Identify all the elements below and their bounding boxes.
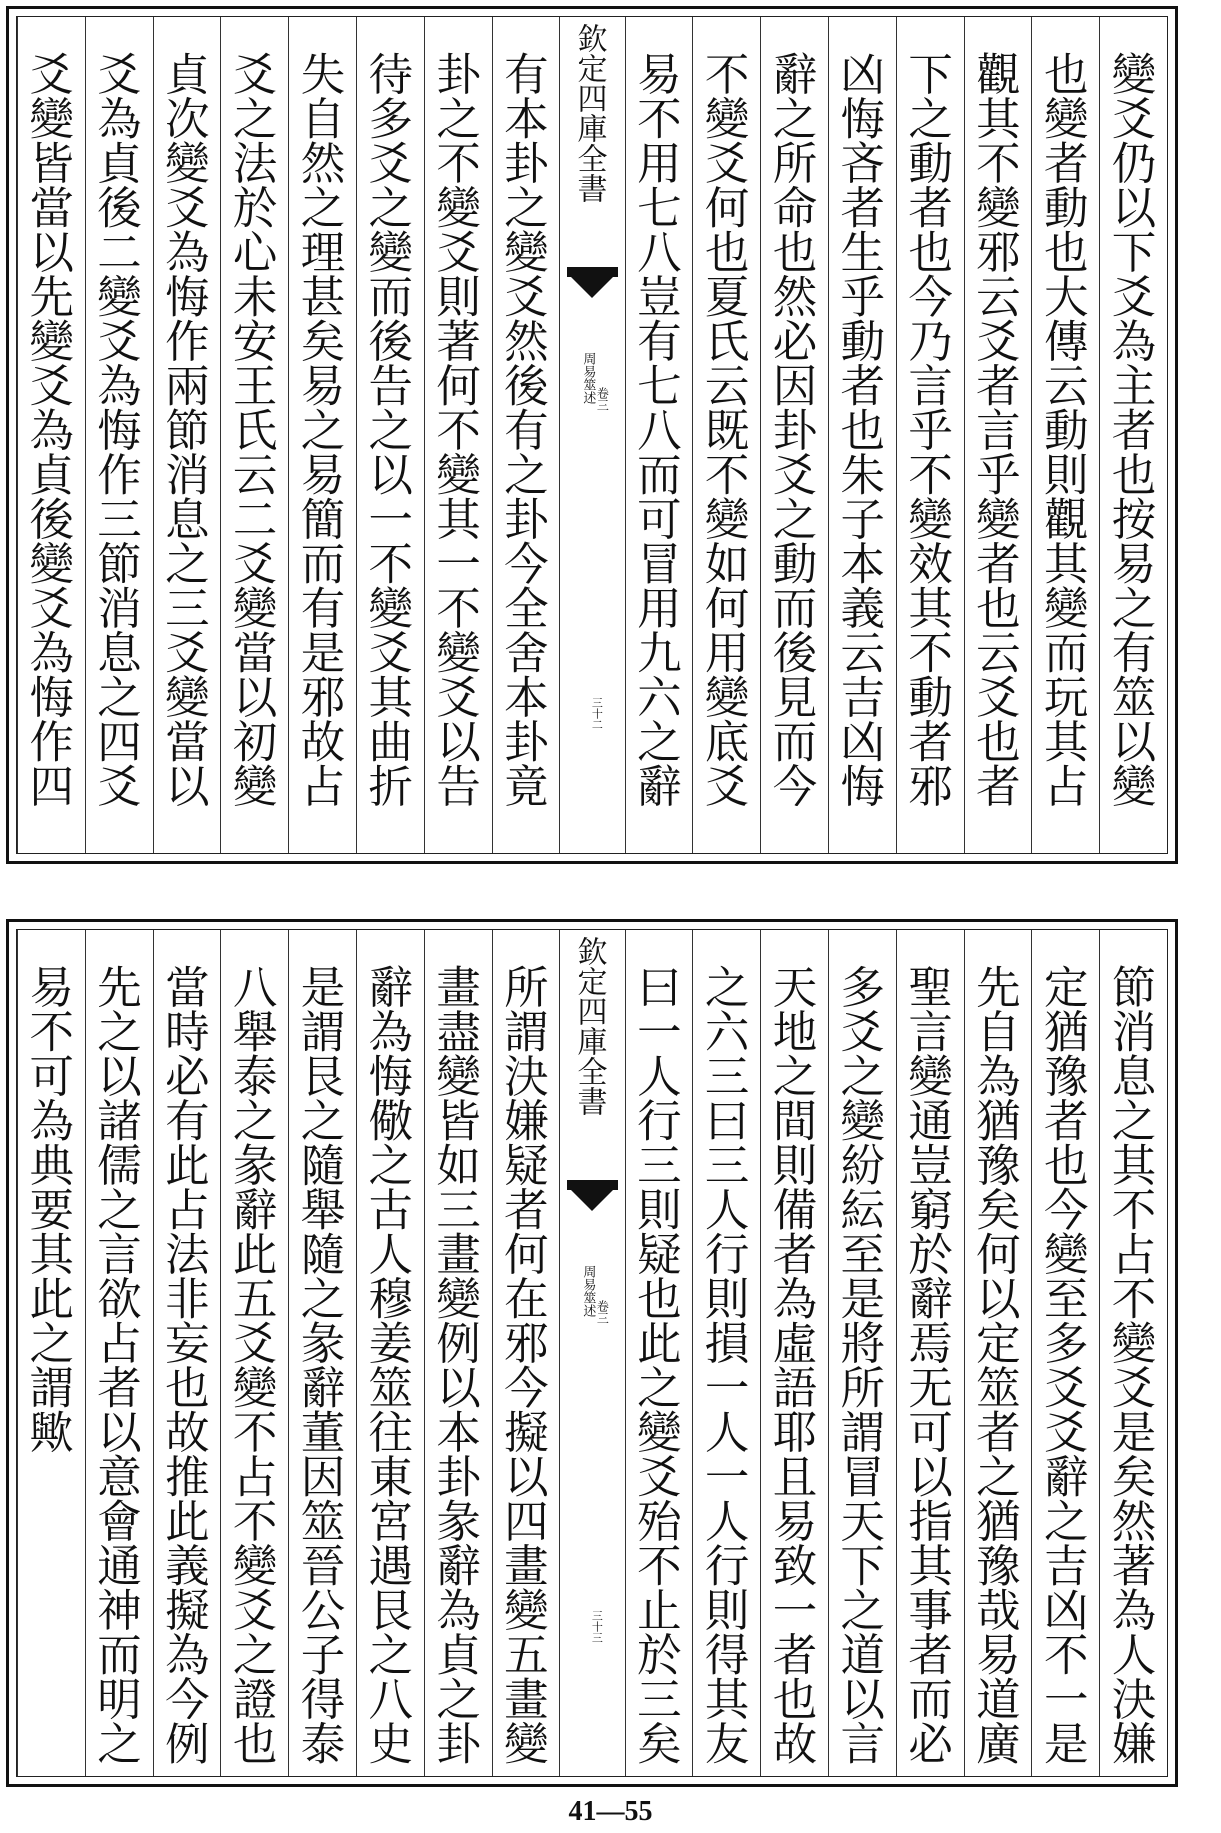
text-column [424, 930, 492, 1776]
column-text: 卦之不變爻則著何不變其一不變爻以告 [428, 51, 480, 808]
text-column [896, 930, 964, 1776]
fold-page-number: 三十二 [590, 697, 604, 730]
column-text: 觀其不變邪云爻者言乎變者也云爻也者 [968, 51, 1020, 808]
column-text: 多爻之變紛紜至是將所謂冒天下之道以言 [832, 964, 884, 1765]
text-column [964, 930, 1032, 1776]
text-column [288, 930, 356, 1776]
text-column [964, 17, 1032, 853]
fold-book-title: 周易筮述 [580, 1265, 596, 1317]
top-leaf [6, 6, 1178, 864]
column-text: 也變者動也大傳云動則觀其變而玩其占 [1036, 51, 1088, 808]
text-column [153, 930, 221, 1776]
column-text: 節消息之其不占不變爻是矣然著為人決嫌 [1104, 964, 1155, 1765]
text-column [492, 930, 560, 1776]
column-text: 易不可為典要其此之謂歟 [21, 964, 73, 1454]
column-text: 變爻仍以下爻為主者也按易之有筮以變 [1104, 51, 1155, 808]
column-text: 不變爻何也夏氏云既不變如何用變底爻 [697, 51, 749, 808]
column-text: 辭為悔儆之古人穆姜筮往東宮遇艮之八史 [360, 964, 412, 1765]
text-column [625, 930, 693, 1776]
fold-title: 欽定四庫全書 [571, 23, 607, 203]
column-text: 爻之法於心未安王氏云二爻變當以初變 [225, 51, 277, 808]
column-text: 八舉泰之彖辭此五爻變不占不變爻之證也 [225, 964, 277, 1765]
column-text: 待多爻之變而後告之以一不變爻其曲折 [360, 51, 412, 808]
column-text: 辭之所命也然必因卦爻之動而後見而今 [764, 51, 816, 808]
column-text: 有本卦之變爻然後有之卦今全舍本卦竟 [496, 51, 548, 808]
text-column [85, 930, 153, 1776]
text-column [153, 17, 221, 853]
text-column [220, 930, 288, 1776]
text-column [692, 930, 760, 1776]
text-column [1031, 17, 1099, 853]
column-text: 下之動者也今乃言乎不變效其不動者邪 [900, 51, 952, 808]
top-leaf-frame [16, 16, 1168, 854]
bottom-leaf-columns [17, 930, 1167, 1776]
text-column [356, 17, 424, 853]
center-fold [559, 930, 624, 1776]
fold-volume: 卷三 [595, 387, 610, 411]
text-column [492, 17, 560, 853]
column-text: 畫盡變皆如三畫變例以本卦彖辭為貞之卦 [428, 964, 480, 1765]
text-column [85, 17, 153, 853]
text-column [356, 930, 424, 1776]
column-text: 先自為猶豫矣何以定筮者之猶豫哉易道廣 [968, 964, 1020, 1765]
column-text: 先之以諸儒之言欲占者以意會通神而明之 [89, 964, 141, 1765]
page-number: 41—55 [568, 1796, 653, 1827]
text-column [17, 930, 85, 1776]
center-fold [559, 17, 624, 853]
text-column [828, 930, 896, 1776]
column-text: 曰一人行三則疑也此之變爻殆不止於三矣 [629, 964, 681, 1765]
column-text: 所謂決嫌疑者何在邪今擬以四畫變五畫變 [496, 964, 548, 1765]
text-column [220, 17, 288, 853]
fold-title: 欽定四庫全書 [571, 936, 607, 1116]
text-column [1099, 17, 1167, 853]
column-text: 爻為貞後二變爻為悔作三節消息之四爻 [89, 51, 141, 808]
fishtail-mark [567, 1180, 617, 1214]
column-text: 當時必有此占法非妄也故推此義擬為今例 [157, 964, 209, 1765]
column-text: 貞次變爻為悔作兩節消息之三爻變當以 [157, 51, 209, 808]
column-text: 凶悔吝者生乎動者也朱子本義云吉凶悔 [832, 51, 884, 808]
column-text: 爻變皆當以先變爻為貞後變爻為悔作四 [21, 51, 73, 808]
column-text: 易不用七八豈有七八而可冒用九六之辭 [629, 51, 681, 808]
top-leaf-columns [17, 17, 1167, 853]
text-column [760, 17, 828, 853]
column-text: 之六三曰三人行則損一人一人行則得其友 [697, 964, 749, 1765]
fishtail-mark [567, 267, 617, 301]
text-column [1099, 930, 1167, 1776]
text-column [692, 17, 760, 853]
column-text: 定猶豫者也今變至多爻爻辭之吉凶不一是 [1036, 964, 1088, 1765]
text-column [896, 17, 964, 853]
column-text: 聖言變通豈窮於辭焉无可以指其事者而必 [900, 964, 952, 1765]
text-column [424, 17, 492, 853]
text-column [1031, 930, 1099, 1776]
text-column [828, 17, 896, 853]
text-column [288, 17, 356, 853]
text-column [760, 930, 828, 1776]
text-column [17, 17, 85, 853]
fold-volume: 卷三 [595, 1300, 610, 1324]
column-text: 天地之間則備者為虛語耶且易致一者也故 [764, 964, 816, 1765]
column-text: 是謂艮之隨舉隨之彖辭董因筮晉公子得泰 [292, 964, 344, 1765]
bottom-leaf-frame [16, 929, 1168, 1777]
text-column [625, 17, 693, 853]
fold-book-title: 周易筮述 [580, 352, 596, 404]
column-text: 失自然之理甚矣易之易簡而有是邪故占 [292, 51, 344, 808]
bottom-leaf [6, 919, 1178, 1787]
fold-page-number: 三十三 [590, 1610, 604, 1643]
